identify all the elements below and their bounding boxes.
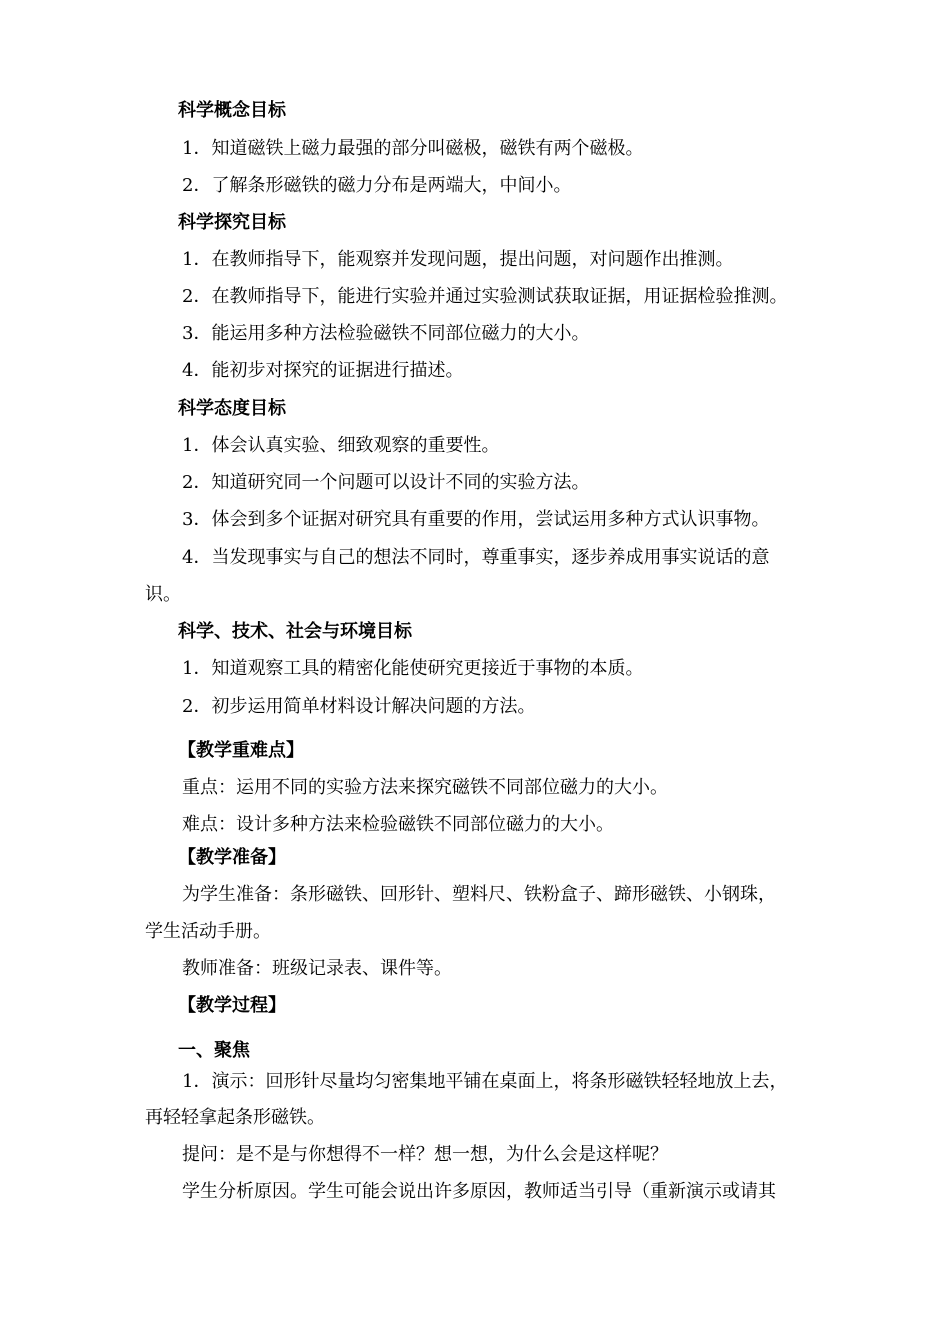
analysis-line: 学生分析原因。学生可能会说出许多原因，教师适当引导（重新演示或请其 [182,1181,776,1202]
attitude-item-3: 3．体会到多个证据对研究具有重要的作用，尝试运用多种方式认识事物。 [182,509,770,530]
key-points-heading: 【教学重难点】 [178,740,304,761]
concept-heading: 科学概念目标 [178,100,286,121]
demo-line-1: 1．演示：回形针尽量均匀密集地平铺在桌面上，将条形磁铁轻轻地放上去， [182,1071,788,1092]
concept-item-1: 1．知道磁铁上磁力最强的部分叫磁极，磁铁有两个磁极。 [182,138,644,159]
inquiry-heading: 科学探究目标 [178,212,286,233]
inquiry-item-3: 3．能运用多种方法检验磁铁不同部位磁力的大小。 [182,323,590,344]
attitude-item-2: 2．知道研究同一个问题可以设计不同的实验方法。 [182,472,590,493]
demo-line-2: 再轻轻拿起条形磁铁。 [145,1107,325,1128]
concept-item-2: 2．了解条形磁铁的磁力分布是两端大，中间小。 [182,175,572,196]
attitude-item-1: 1．体会认真实验、细致观察的重要性。 [182,435,500,456]
student-preparation-line-1: 为学生准备：条形磁铁、回形针、塑料尺、铁粉盒子、蹄形磁铁、小钢珠， [182,884,776,905]
difficulty-point: 难点：设计多种方法来检验磁铁不同部位磁力的大小。 [182,814,614,835]
question-line: 提问：是不是与你想得不一样？想一想，为什么会是这样呢？ [182,1144,668,1165]
inquiry-item-2: 2．在教师指导下，能进行实验并通过实验测试获取证据，用证据检验推测。 [182,286,788,307]
inquiry-item-1: 1．在教师指导下，能观察并发现问题，提出问题，对问题作出推测。 [182,249,734,270]
attitude-heading: 科学态度目标 [178,398,286,419]
stse-heading: 科学、技术、社会与环境目标 [178,621,412,642]
stse-item-2: 2．初步运用简单材料设计解决问题的方法。 [182,696,536,717]
key-point: 重点：运用不同的实验方法来探究磁铁不同部位磁力的大小。 [182,777,668,798]
attitude-item-4-line-1: 4．当发现事实与自己的想法不同时，尊重事实，逐步养成用事实说话的意 [182,547,770,568]
teacher-preparation: 教师准备：班级记录表、课件等。 [182,958,452,979]
preparation-heading: 【教学准备】 [178,847,286,868]
student-preparation-line-2: 学生活动手册。 [145,921,271,942]
focus-heading: 一、聚焦 [178,1040,250,1061]
inquiry-item-4: 4．能初步对探究的证据进行描述。 [182,360,464,381]
process-heading: 【教学过程】 [178,995,286,1016]
stse-item-1: 1．知道观察工具的精密化能使研究更接近于事物的本质。 [182,658,644,679]
attitude-item-4-line-2: 识。 [145,584,181,605]
